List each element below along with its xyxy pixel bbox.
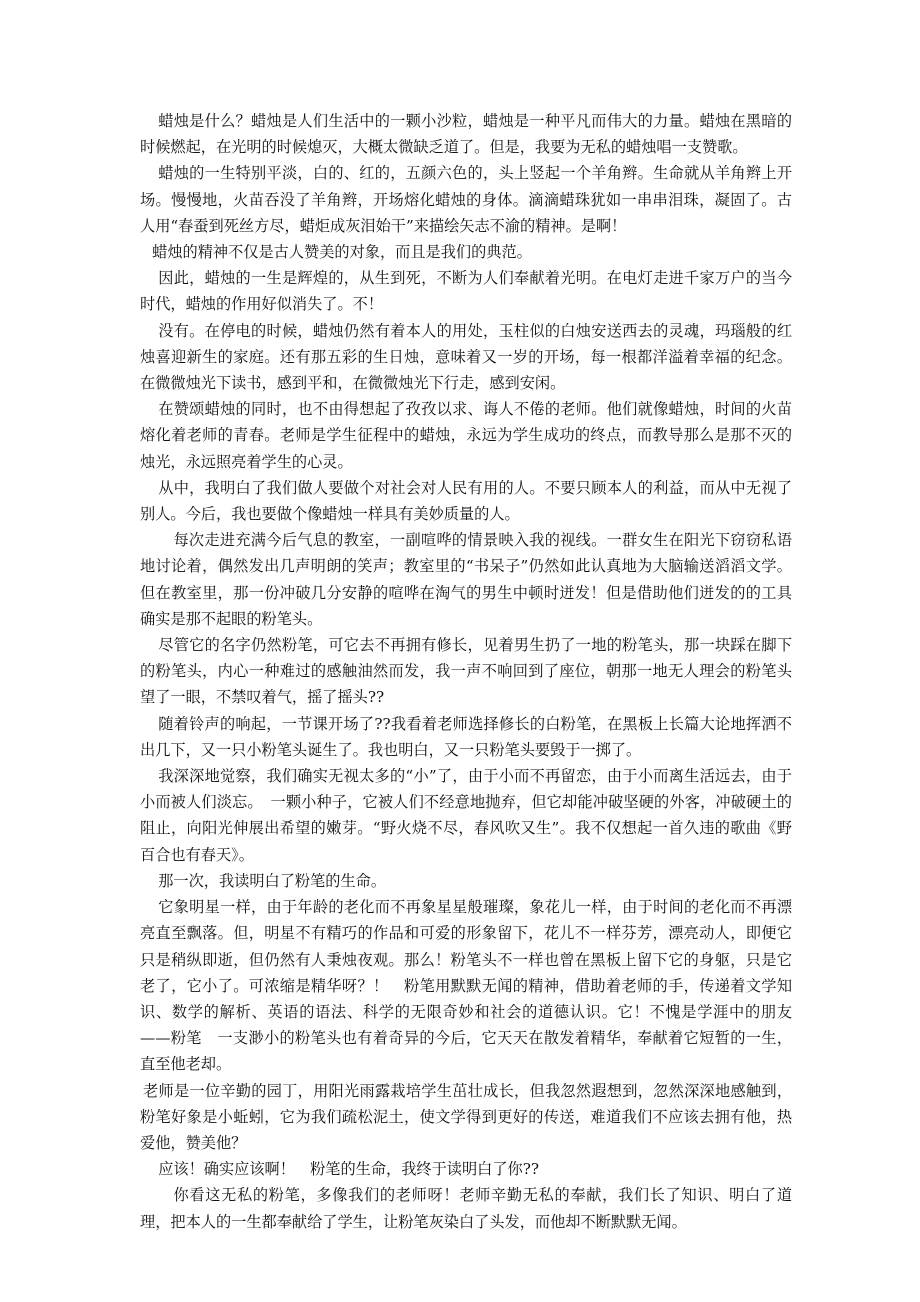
paragraph-5: 没有。在停电的时候，蜡烛仍然有着本人的用处，玉柱似的白烛安送西去的灵魂，玛瑙般的红烛喜迎新生的家庭。还有那五彩的生日烛，意味着又一岁的开场，每一根都洋溢着幸福的纪念。在微微烛光下读书，感到平和，在微微烛光下行走，感到安闲。 (140, 321, 792, 393)
paragraph-1: 蜡烛是什么？蜡烛是人们生活中的一颗小沙粒，蜡烛是一种平凡而伟大的力量。蜡烛在黑暗的时候燃起，在光明的时候熄灭，大概太微缺乏道了。但是，我要为无私的蜡烛唱一支赞歌。 (140, 112, 792, 157)
paragraph-8: 每次走进充满今后气息的教室，一副喧哗的情景映入我的视线。一群女生在阳光下窃窃私语地讨论着，偶然发出几声明朗的笑声；教室里的“书呆子”仍然如此认真地为大脑输送滔滔文学。但在教室里，那一份冲破几分安静的喧哗在淘气的男生中顿时迸发！但是借助他们迸发的的工具确实是那不起眼的粉笔头。 (140, 531, 792, 628)
paragraph-16: 你看这无私的粉笔，多像我们的老师呀！老师辛勤无私的奉献，我们长了知识、明白了道理，把本人的一生都奉献给了学生，让粉笔灰染白了头发，而他却不断默默无闻。 (140, 1186, 792, 1231)
paragraph-6: 在赞颂蜡烛的同时，也不由得想起了孜孜以求、诲人不倦的老师。他们就像蜡烛，时间的火苗熔化着老师的青春。老师是学生征程中的蜡烛，永远为学生成功的终点，而教导那么是那不灭的烛光，永远照亮着学生的心灵。 (140, 400, 792, 471)
paragraph-11: 我深深地觉察，我们确实无视太多的“小”了，由于小而不再留恋，由于小而离生活远去，由于小而被人们淡忘。 一颗小种子，它被人们不经意地抛弃，但它却能冲破坚硬的外客，冲破硬土的阻止，向阳光伸展出希望的嫩芽。“野火烧不尽，春风吹又生”。我不仅想起一首久违的歌曲《野百合也有春天》。 (140, 767, 792, 864)
paragraph-13: 它象明星一样，由于年龄的老化而不再象星星般璀璨，象花儿一样，由于时间的老化而不再漂亮直至飘落。但，明星不有精巧的作品和可爱的形象留下，花儿不一样芬芳，漂亮动人，即便它只是稍纵即逝，但仍然有人秉烛夜观。那么！粉笔头不一样也曾在黑板上留下它的身躯，只是它老了，它小了。可浓缩是精华呀？！ 粉笔用默默无闻的精神，借助着老师的手，传递着文学知识、数学的解析、英语的语法、科学的无限奇妙和社会的道德认识。它！不愧是学涯中的朋友——粉笔 一支渺小的粉笔头也有着奇异的今后，它天天在散发着精华，奉献着它短暂的一生，直至他老却。 (140, 898, 792, 1074)
paragraph-4: 因此，蜡烛的一生是辉煌的，从生到死，不断为人们奉献着光明。在电灯走进千家万户的当今时代，蜡烛的作用好似消失了。不！ (140, 269, 792, 314)
paragraph-14: 老师是一位辛勤的园丁，用阳光雨露栽培学生茁壮成长，但我忽然遐想到，忽然深深地感触到，粉笔好象是小蚯蚓，它为我们疏松泥土，使文学得到更好的传送，难道我们不应该去拥有他，热爱他，赞美他？ (140, 1081, 792, 1152)
paragraph-10: 随着铃声的响起，一节课开场了??我看着老师选择修长的白粉笔，在黑板上长篇大论地挥洒不出几下，又一只小粉笔头诞生了。我也明白，又一只粉笔头要毁于一掷了。 (140, 714, 792, 759)
paragraph-15: 应该！确实应该啊！ 粉笔的生命，我终于读明白了你?? (158, 1160, 540, 1179)
paragraph-7: 从中，我明白了我们做人要做个对社会对人民有用的人。不要只顾本人的利益，而从中无视了别人。今后，我也要做个像蜡烛一样具有美妙质量的人。 (140, 478, 792, 524)
document-body (140, 108, 792, 1235)
paragraph-2: 蜡烛的一生特别平淡，白的、红的，五颜六色的，头上竖起一个羊角辫。生命就从羊角辫上开场。慢慢地，火苗吞没了羊角辫，开场熔化蜡烛的身体。滴滴蜡珠犹如一串串泪珠，凝固了。古人用“春蚕到死丝方尽，蜡炬成灰泪始干”来描绘矢志不渝的精神。是啊！ (140, 164, 792, 235)
paragraph-12: 那一次，我读明白了粉笔的生命。 (158, 871, 387, 890)
paragraph-3: 蜡烛的精神不仅是古人赞美的对象，而且是我们的典范。 (152, 243, 532, 262)
paragraph-9: 尽管它的名字仍然粉笔，可它去不再拥有修长，见着男生扔了一地的粉笔头，那一块踩在脚下的粉笔头，内心一种难过的感触油然而发，我一声不响回到了座位，朝那一地无人理会的粉笔头望了一眼，不禁叹着气，摇了摇头?? (140, 636, 792, 707)
